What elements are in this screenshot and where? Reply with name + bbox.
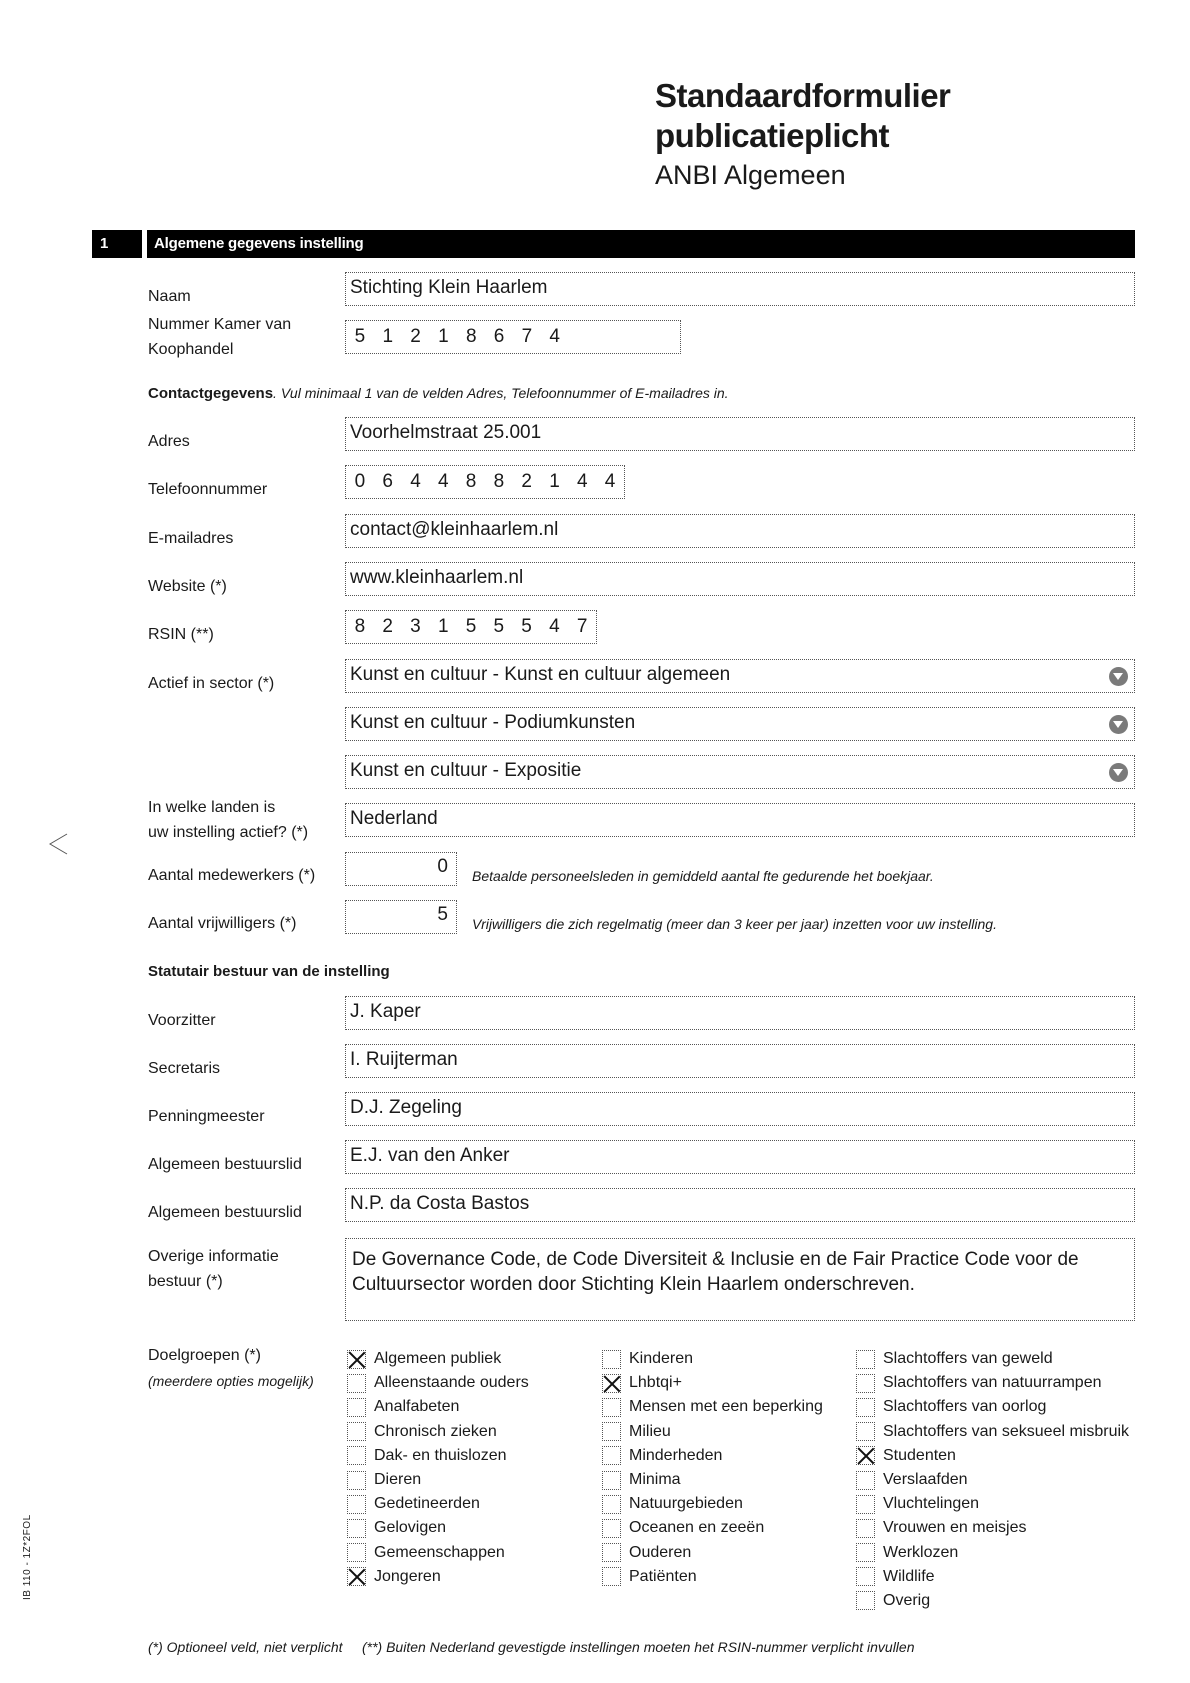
doelgroep-option[interactable] (602, 1347, 823, 1371)
medewerkers-note: Betaalde personeelsleden in gemiddeld aantal fte gedurende het boekjaar. (472, 868, 934, 884)
form-code: IB 110 - 1Z*2FOL (22, 1514, 33, 1600)
checkbox[interactable] (602, 1543, 621, 1562)
digit-cell[interactable]: 6 (493, 326, 505, 347)
doelgroep-label: Studenten (883, 1446, 956, 1464)
doelgroep-option[interactable] (347, 1565, 529, 1589)
secretaris-field[interactable]: I. Ruijterman (345, 1044, 1135, 1078)
doelgroep-option[interactable] (347, 1492, 529, 1516)
bestuurslid-2-label: Algemeen bestuurslid (148, 1204, 302, 1221)
doelgroep-option[interactable] (856, 1444, 1129, 1468)
checkbox[interactable] (347, 1374, 366, 1393)
doelgroep-label: Wildlife (883, 1567, 935, 1585)
checkbox[interactable] (347, 1543, 366, 1562)
digit-cell[interactable]: 5 (465, 616, 477, 637)
doelgroep-label: Vluchtelingen (883, 1495, 980, 1513)
checkbox[interactable] (856, 1350, 875, 1369)
doelgroep-label: Minderheden (629, 1446, 723, 1464)
checkbox[interactable] (347, 1446, 366, 1465)
digit-cell[interactable]: 2 (521, 471, 532, 492)
medewerkers-field[interactable]: 0 (345, 852, 457, 886)
overige-textarea[interactable]: De Governance Code, de Code Diversiteit & Inclusie en de Fair Practice Code voor de Cultuursector worden door Stichting Klein Haarlem onderschreven. (345, 1238, 1135, 1321)
sector-select-3[interactable] (345, 755, 1135, 789)
doelgroep-label: Werklozen (883, 1543, 959, 1561)
doelgroepen-column-1 (347, 1347, 529, 1589)
digit-cell[interactable]: 4 (549, 326, 560, 347)
sector-select-2-value: Kunst en cultuur - Podiumkunsten (350, 712, 636, 733)
doelgroep-label: Mensen met een beperking (629, 1398, 823, 1416)
medewerkers-label: Aantal medewerkers (*) (148, 867, 316, 884)
bestuurslid-1-label: Algemeen bestuurslid (148, 1156, 302, 1173)
sector-select-3-value: Kunst en cultuur - Expositie (350, 760, 582, 781)
doelgroep-option[interactable] (347, 1347, 529, 1371)
adres-field[interactable]: Voorhelmstraat 25.001 (345, 417, 1135, 451)
section-title: Algemene gegevens instelling (147, 230, 1135, 258)
doelgroep-label: Gelovigen (374, 1519, 447, 1537)
checkbox[interactable] (347, 1422, 366, 1441)
digit-cell[interactable]: 1 (382, 326, 394, 347)
doelgroep-option[interactable] (347, 1371, 529, 1395)
doelgroep-label: Dieren (374, 1471, 422, 1489)
digit-cell[interactable]: 4 (410, 471, 421, 492)
doelgroep-label: Slachtoffers van seksueel misbruik (883, 1422, 1130, 1440)
rsin-label: RSIN (**) (148, 626, 214, 643)
adres-label: Adres (148, 433, 190, 450)
sector-select-1-value: Kunst en cultuur - Kunst en cultuur algemeen (350, 664, 731, 685)
form-subtitle: ANBI Algemeen (655, 160, 846, 190)
checkbox[interactable] (347, 1471, 366, 1490)
digit-cell[interactable]: 5 (521, 616, 532, 637)
doelgroepen-column-2 (602, 1347, 823, 1589)
checkbox[interactable] (347, 1495, 366, 1514)
doelgroep-option[interactable] (602, 1395, 823, 1419)
bestuur-heading: Statutair bestuur van de instelling (148, 963, 390, 980)
digit-cell[interactable]: 7 (521, 326, 533, 347)
chevron-down-circle-icon[interactable] (1109, 763, 1128, 782)
doelgroep-label: Vrouwen en meisjes (883, 1519, 1027, 1537)
doelgroep-option[interactable] (856, 1468, 1129, 1492)
digit-cell[interactable]: 1 (549, 471, 560, 492)
digit-cell[interactable]: 8 (354, 616, 366, 637)
vrijwilligers-note: Vrijwilligers die zich regelmatig (meer dan 3 keer per jaar) inzetten voor uw instelling. (472, 916, 997, 932)
doelgroep-label: Kinderen (629, 1350, 694, 1368)
doelgroep-option[interactable] (856, 1565, 1129, 1589)
penningmeester-field[interactable]: D.J. Zegeling (345, 1092, 1135, 1126)
digit-cell[interactable]: 2 (410, 326, 421, 347)
digit-cell[interactable]: 4 (438, 471, 449, 492)
checkbox[interactable] (856, 1374, 875, 1393)
doelgroep-label: Ouderen (629, 1543, 692, 1561)
form-title-line2: publicatieplicht (655, 117, 890, 154)
doelgroep-option[interactable] (602, 1492, 823, 1516)
overige-label-line2: bestuur (*) (148, 1273, 223, 1290)
sector-label: Actief in sector (*) (148, 675, 275, 692)
sector-select-1[interactable] (345, 659, 1135, 693)
checkbox[interactable] (602, 1446, 621, 1465)
doelgroep-label: Gedetineerden (374, 1495, 480, 1513)
landen-field[interactable]: Nederland (345, 803, 1135, 837)
vrijwilligers-label: Aantal vrijwilligers (*) (148, 915, 297, 932)
checkbox[interactable] (856, 1495, 875, 1514)
rsin-field[interactable] (345, 610, 597, 644)
voorzitter-field[interactable]: J. Kaper (345, 996, 1135, 1030)
checkbox[interactable] (856, 1591, 875, 1610)
doelgroep-option[interactable] (602, 1420, 823, 1444)
doelgroep-label: Chronisch zieken (374, 1422, 497, 1440)
doelgroepen-label: Doelgroepen (*) (148, 1347, 261, 1364)
checkbox[interactable] (347, 1398, 366, 1417)
doelgroep-option[interactable] (347, 1516, 529, 1540)
checkbox[interactable] (856, 1398, 875, 1417)
checkbox[interactable] (602, 1350, 621, 1369)
doelgroep-label: Algemeen publiek (374, 1350, 502, 1368)
doelgroep-option[interactable] (856, 1371, 1129, 1395)
doelgroep-option[interactable] (602, 1565, 823, 1589)
fold-mark-icon (48, 832, 68, 856)
checkbox[interactable] (856, 1471, 875, 1490)
checkbox[interactable] (602, 1471, 621, 1490)
digit-cell[interactable] (652, 321, 680, 353)
doelgroep-option[interactable] (347, 1420, 529, 1444)
digit-cell[interactable]: 4 (549, 616, 560, 637)
form-title-line1: Standaardformulier (655, 77, 951, 114)
digit-cell[interactable]: 5 (493, 616, 505, 637)
doelgroep-option[interactable] (602, 1516, 823, 1540)
overige-label-line1: Overige informatie (148, 1248, 279, 1265)
penningmeester-label: Penningmeester (148, 1108, 265, 1125)
doelgroep-label: Dak- en thuislozen (374, 1446, 507, 1464)
checkbox-checked[interactable] (602, 1374, 621, 1393)
digit-cell[interactable]: 0 (354, 471, 366, 492)
section-number: 1 (92, 230, 142, 258)
doelgroep-label: Slachtoffers van natuurrampen (883, 1374, 1102, 1392)
digit-cell[interactable]: 6 (382, 471, 393, 492)
chevron-down-circle-icon[interactable] (1109, 667, 1128, 686)
checkbox-checked[interactable] (347, 1350, 366, 1369)
doelgroep-option[interactable] (602, 1468, 823, 1492)
kvk-label-line2: Koophandel (148, 341, 234, 358)
checkbox[interactable] (856, 1422, 875, 1441)
doelgroep-option[interactable] (856, 1347, 1129, 1371)
email-field[interactable]: contact@kleinhaarlem.nl (345, 514, 1135, 548)
kvk-number-field[interactable] (345, 320, 681, 354)
kvk-label-line1: Nummer Kamer van (148, 316, 292, 333)
doelgroep-label: Milieu (629, 1422, 671, 1440)
digit-cell[interactable]: 5 (354, 326, 366, 347)
chevron-down-circle-icon[interactable] (1109, 715, 1128, 734)
doelgroep-label: Lhbtqi+ (629, 1374, 682, 1392)
doelgroep-option[interactable] (347, 1541, 529, 1565)
doelgroep-option[interactable] (602, 1541, 823, 1565)
digit-cell[interactable]: 7 (576, 616, 588, 637)
telefoon-field[interactable] (345, 465, 625, 499)
secretaris-label: Secretaris (148, 1060, 221, 1077)
checkbox[interactable] (602, 1567, 621, 1586)
sector-select-2[interactable] (345, 707, 1135, 741)
digit-cell[interactable]: 2 (382, 616, 393, 637)
digit-cell[interactable] (624, 321, 652, 353)
digit-cell[interactable] (596, 321, 624, 353)
checkbox-checked[interactable] (856, 1446, 875, 1465)
checkbox[interactable] (602, 1495, 621, 1514)
doelgroep-option[interactable] (856, 1541, 1129, 1565)
digit-cell[interactable]: 1 (437, 616, 449, 637)
landen-label-line1: In welke landen is (148, 799, 276, 816)
doelgroep-option[interactable] (856, 1395, 1129, 1419)
digit-cell[interactable] (569, 321, 597, 353)
bestuurslid-1-field[interactable]: E.J. van den Anker (345, 1140, 1135, 1174)
checkbox[interactable] (856, 1567, 875, 1586)
doelgroep-label: Minima (629, 1471, 681, 1489)
doelgroep-label: Analfabeten (374, 1398, 460, 1416)
checkbox[interactable] (347, 1519, 366, 1538)
checkbox-checked[interactable] (347, 1567, 366, 1586)
website-field[interactable]: www.kleinhaarlem.nl (345, 562, 1135, 596)
doelgroep-label: Overig (883, 1591, 931, 1609)
doelgroep-option[interactable] (856, 1420, 1129, 1444)
doelgroep-option[interactable] (856, 1589, 1129, 1613)
doelgroep-option[interactable] (602, 1444, 823, 1468)
doelgroep-option[interactable] (347, 1444, 529, 1468)
doelgroep-label: Alleenstaande ouders (374, 1374, 529, 1392)
doelgroep-label: Slachtoffers van geweld (883, 1350, 1053, 1368)
naam-label: Naam (148, 288, 191, 305)
doelgroep-label: Patiënten (629, 1567, 697, 1585)
email-label: E-mailadres (148, 530, 234, 547)
vrijwilligers-field[interactable]: 5 (345, 900, 457, 934)
doelgroep-label: Gemeenschappen (374, 1543, 505, 1561)
contact-heading: Contactgegevens. Vul minimaal 1 van de velden Adres, Telefoonnummer of E-mailadres in. (148, 385, 729, 402)
doelgroep-option[interactable] (347, 1468, 529, 1492)
digit-cell[interactable]: 1 (438, 326, 449, 347)
bestuurslid-2-field[interactable]: N.P. da Costa Bastos (345, 1188, 1135, 1222)
doelgroep-option[interactable] (602, 1371, 823, 1395)
telefoon-label: Telefoonnummer (148, 481, 268, 498)
checkbox[interactable] (602, 1519, 621, 1538)
checkbox[interactable] (602, 1398, 621, 1417)
doelgroep-option[interactable] (856, 1492, 1129, 1516)
checkbox[interactable] (856, 1519, 875, 1538)
doelgroep-option[interactable] (856, 1516, 1129, 1540)
doelgroepen-column-3 (856, 1347, 1129, 1613)
digit-cell[interactable]: 4 (576, 471, 588, 492)
checkbox[interactable] (602, 1422, 621, 1441)
doelgroep-label: Verslaafden (883, 1471, 968, 1489)
digit-cell[interactable]: 8 (465, 326, 477, 347)
doelgroep-label: Slachtoffers van oorlog (883, 1398, 1047, 1416)
checkbox[interactable] (856, 1543, 875, 1562)
footnote: (*) Optioneel veld, niet verplicht (**) Buiten Nederland gevestigde instellingen moeten het RSIN-nummer verplicht invullen (148, 1639, 915, 1655)
doelgroepen-note: (meerdere opties mogelijk) (148, 1373, 314, 1389)
digit-cell[interactable]: 8 (493, 471, 505, 492)
digit-cell[interactable]: 4 (604, 471, 616, 492)
doelgroep-label: Natuurgebieden (629, 1495, 743, 1513)
doelgroep-label: Oceanen en zeeën (629, 1519, 765, 1537)
doelgroep-option[interactable] (347, 1395, 529, 1419)
doelgroep-label: Jongeren (374, 1567, 441, 1585)
voorzitter-label: Voorzitter (148, 1012, 216, 1029)
digit-cell[interactable]: 3 (410, 616, 421, 637)
website-label: Website (*) (148, 578, 227, 595)
digit-cell[interactable]: 8 (465, 471, 477, 492)
naam-field[interactable]: Stichting Klein Haarlem (345, 272, 1135, 306)
landen-label-line2: uw instelling actief? (*) (148, 824, 309, 841)
